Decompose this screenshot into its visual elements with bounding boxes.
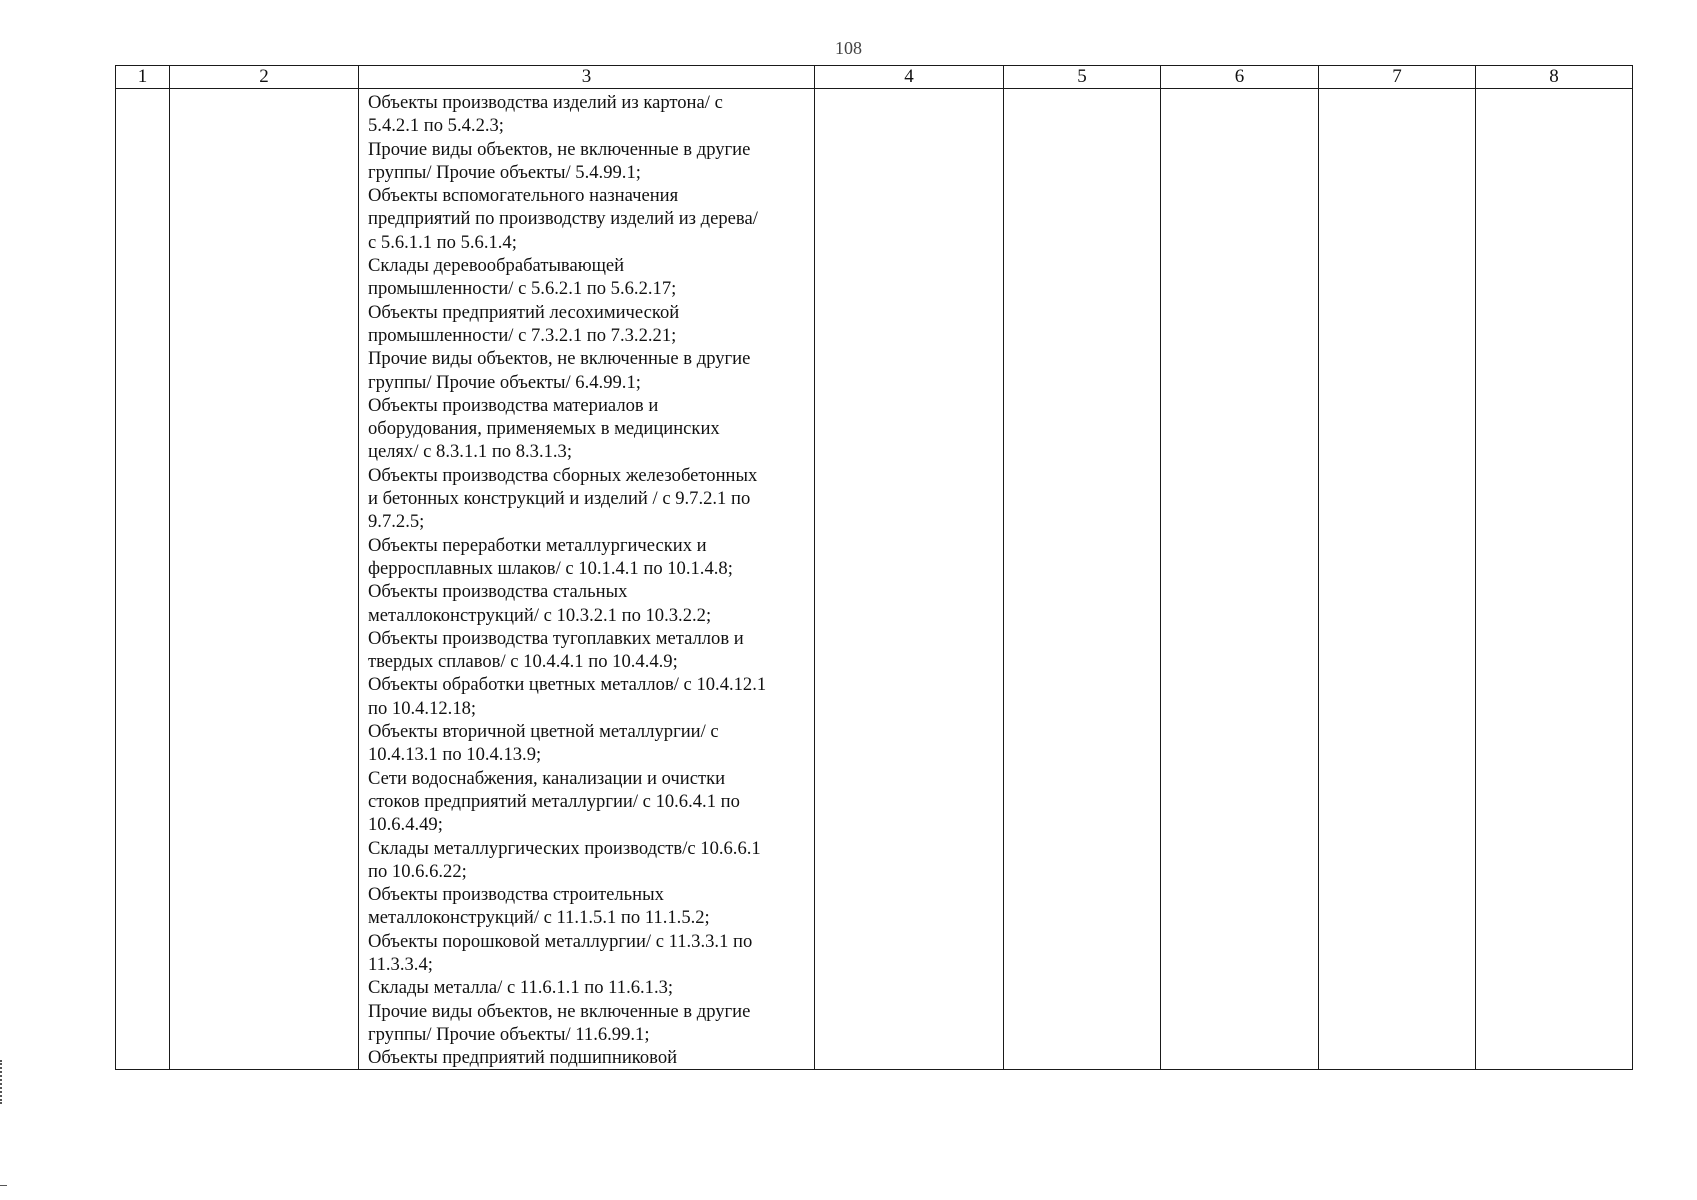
cell-col-1 <box>116 89 170 1070</box>
header-row <box>116 66 1633 89</box>
scan-artifact <box>0 1060 8 1104</box>
column-header-1: 1 <box>116 66 170 89</box>
column-header-7: 7 <box>1319 66 1476 89</box>
column-header-5: 5 <box>1004 66 1161 89</box>
document-table <box>115 65 1633 1070</box>
page-number: 108 <box>835 38 862 58</box>
list-item: Объекты производства строительных металлоконструкций/ с 11.1.5.1 по 11.1.5.2; <box>368 884 710 929</box>
scan-artifact <box>0 1185 7 1186</box>
list-item: Склады металла/ с 11.6.1.1 по 11.6.1.3; <box>368 977 674 999</box>
list-item: Объекты производства стальных металлоконструкций/ с 10.3.2.1 по 10.3.2.2; <box>368 581 712 626</box>
list-item: Объекты порошковой металлургии/ с 11.3.3.1 по 11.3.3.4; <box>368 930 753 975</box>
list-item: Объекты производства тугоплавких металлов и твердых сплавов/ с 10.4.4.1 по 10.4.4.9; <box>368 627 744 673</box>
object-list <box>359 89 814 1069</box>
cell-col-4 <box>815 89 1004 1070</box>
list-item: Объекты производства сборных железобетонных и бетонных конструкций и изделий / с 9.7.2.1 по 9.7.2.5; <box>368 464 758 533</box>
cell-col-7 <box>1319 89 1476 1070</box>
list-item: Склады металлургических производств/с 10.6.6.1 по 10.6.6.22; <box>368 837 761 882</box>
cell-col-8 <box>1476 89 1633 1070</box>
list-item: Склады деревообрабатывающей промышленности/ с 5.6.2.1 по 5.6.2.17; <box>368 255 677 300</box>
column-header-8: 8 <box>1476 66 1633 89</box>
list-item: Прочие виды объектов, не включенные в другие группы/ Прочие объекты/ 11.6.99.1; <box>368 1000 751 1045</box>
list-item: Объекты вспомогательного назначения предприятий по производству изделий из дерева/ с 5.6.1.1 по 5.6.1.4; <box>368 185 758 253</box>
cell-col-5 <box>1004 89 1161 1070</box>
list-item: Прочие виды объектов, не включенные в другие группы/ Прочие объекты/ 6.4.99.1; <box>368 348 751 393</box>
table-row <box>116 89 1633 1070</box>
list-item: Объекты обработки цветных металлов/ с 10.4.12.1 по 10.4.12.18; <box>368 674 767 719</box>
column-header-3: 3 <box>359 66 815 89</box>
list-item: Объекты предприятий лесохимической промышленности/ с 7.3.2.1 по 7.3.2.21; <box>368 301 680 346</box>
list-item: Объекты вторичной цветной металлургии/ с 10.4.13.1 по 10.4.13.9; <box>368 721 719 766</box>
list-item: Объекты производства изделий из картона/ с 5.4.2.1 по 5.4.2.3; <box>368 92 723 137</box>
cell-col-3 <box>359 89 815 1070</box>
list-item: Сети водоснабжения, канализации и очистки стоков предприятий металлургии/ с 10.6.4.1 по 10.6.4.49; <box>368 767 740 836</box>
column-header-6: 6 <box>1161 66 1319 89</box>
cell-col-2 <box>170 89 359 1070</box>
cell-col-6 <box>1161 89 1319 1070</box>
list-item: Объекты переработки металлургических и ферросплавных шлаков/ с 10.1.4.1 по 10.1.4.8; <box>368 534 733 579</box>
list-item: Объекты предприятий подшипниковой <box>368 1047 678 1069</box>
list-item: Прочие виды объектов, не включенные в другие группы/ Прочие объекты/ 5.4.99.1; <box>368 138 751 183</box>
column-header-2: 2 <box>170 66 359 89</box>
column-header-4: 4 <box>815 66 1004 89</box>
list-item: Объекты производства материалов и оборудования, применяемых в медицинских целях/ с 8.3.1.1 по 8.3.1.3; <box>368 394 720 463</box>
